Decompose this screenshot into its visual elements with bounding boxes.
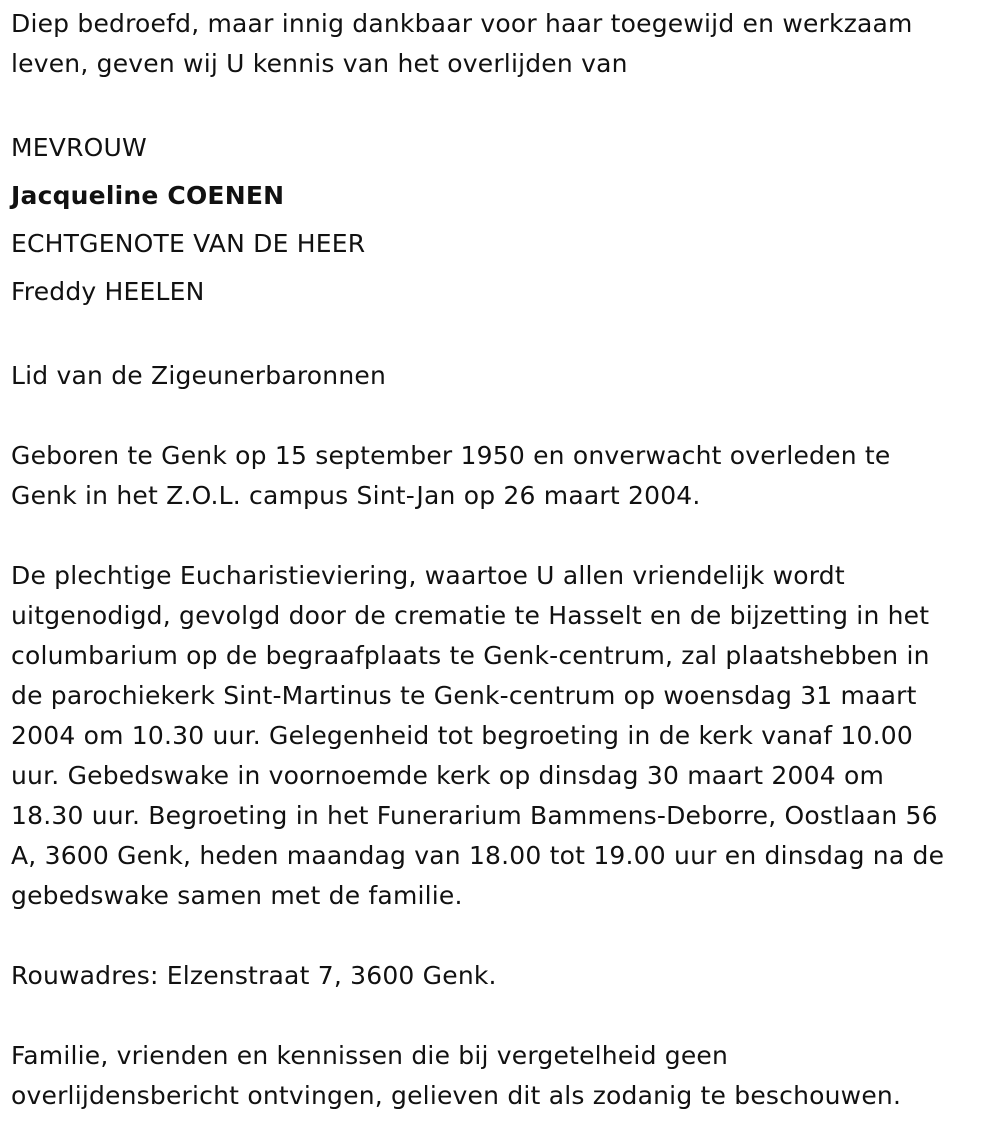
ceremony-line: A, 3600 Genk, heden maandag van 18.00 tot 19.00 uur en dinsdag na de [11, 841, 945, 870]
closing-line: Familie, vrienden en kennissen die bij vergetelheid geen [11, 1041, 729, 1070]
spouse-name: Freddy HEELEN [11, 277, 205, 306]
closing-paragraph [11, 1036, 991, 1116]
birth-death-paragraph [11, 436, 991, 516]
deceased-name: Jacqueline COENEN [11, 181, 285, 210]
deceased-block [11, 124, 991, 316]
ceremony-line: uur. Gebedswake in voornoemde kerk op dinsdag 30 maart 2004 om [11, 761, 885, 790]
obituary-document [11, 4, 991, 1116]
deceased-relation: ECHTGENOTE VAN DE HEER [11, 229, 366, 258]
mourning-address: Rouwadres: Elzenstraat 7, 3600 Genk. [11, 961, 497, 990]
ceremony-line: 2004 om 10.30 uur. Gelegenheid tot begroeting in de kerk vanaf 10.00 [11, 721, 913, 750]
ceremony-line: columbarium op de begraafplaats te Genk-centrum, zal plaatshebben in [11, 641, 930, 670]
closing-line: overlijdensbericht ontvingen, gelieven dit als zodanig te beschouwen. [11, 1081, 902, 1110]
ceremony-line: gebedswake samen met de familie. [11, 881, 463, 910]
ceremony-line: de parochiekerk Sint-Martinus te Genk-centrum op woensdag 31 maart [11, 681, 917, 710]
ceremony-line: 18.30 uur. Begroeting in het Funerarium Bammens-Deborre, Oostlaan 56 [11, 801, 938, 830]
intro-paragraph [11, 4, 991, 84]
birth-death-line: Geboren te Genk op 15 september 1950 en onverwacht overleden te [11, 441, 891, 470]
membership-text: Lid van de Zigeunerbaronnen [11, 361, 386, 390]
deceased-title: MEVROUW [11, 133, 147, 162]
intro-line: Diep bedroefd, maar innig dankbaar voor haar toegewijd en werkzaam [11, 9, 913, 38]
birth-death-line: Genk in het Z.O.L. campus Sint-Jan op 26 maart 2004. [11, 481, 701, 510]
intro-line: leven, geven wij U kennis van het overlijden van [11, 49, 628, 78]
ceremony-line: uitgenodigd, gevolgd door de crematie te Hasselt en de bijzetting in het [11, 601, 930, 630]
membership-paragraph [11, 356, 991, 396]
address-paragraph [11, 956, 991, 996]
ceremony-line: De plechtige Eucharistieviering, waartoe U allen vriendelijk wordt [11, 561, 845, 590]
ceremony-paragraph [11, 556, 991, 916]
